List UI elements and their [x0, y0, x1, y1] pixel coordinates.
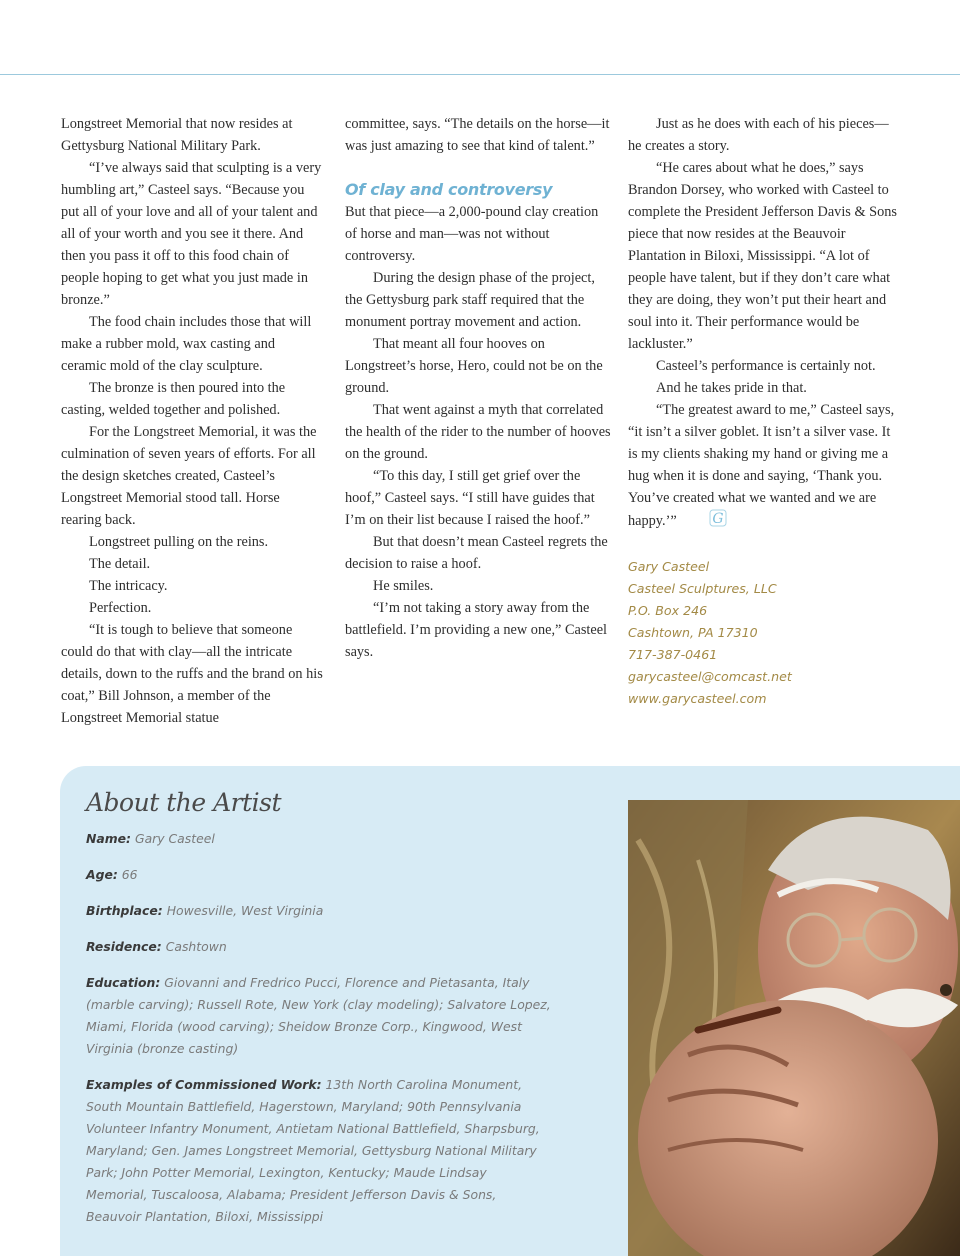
fact-value: 66	[121, 867, 138, 882]
paragraph: But that doesn’t mean Casteel regrets the decision to raise a hoof.	[345, 534, 608, 572]
paragraph: “To this day, I still get grief over the hoof,” Casteel says. “I still have guides that I’m on their list because I raised the hoof.”	[345, 468, 595, 528]
fact-label: Age:	[86, 867, 118, 882]
paragraph: During the design phase of the project, the Gettysburg park staff required that the monument portray movement and action.	[345, 270, 595, 330]
contact-website[interactable]: www.garycasteel.com	[628, 691, 767, 706]
contact-email[interactable]: garycasteel@comcast.net	[628, 669, 792, 684]
article-column-1	[61, 113, 323, 729]
paragraph: That meant all four hooves on Longstreet’s horse, Hero, could not be on the ground.	[345, 336, 603, 396]
paragraph: Perfection.	[89, 600, 152, 616]
paragraph: Just as he does with each of his pieces—he creates a story.	[628, 116, 889, 154]
paragraph: And he takes pride in that.	[656, 380, 807, 396]
paragraph: “He cares about what he does,” says Brandon Dorsey, who worked with Casteel to complete the President Jefferson Davis & Sons piece that now resides at the Beauvoir Plantation in Biloxi, Mississippi. “A lot of people have talent, but if they don’t care what they are doing, they won’t put their heart and soul into it. Their performance would be lackluster.”	[628, 160, 897, 352]
fact-name	[86, 828, 552, 850]
paragraph: “I’ve always said that sculpting is a very humbling art,” Casteel says. “Because you put all of your love and all of your talent and all of your worth and you see it there. And then you pass it off to this food chain of people hoping to get what you just made in bronze.”	[61, 160, 322, 308]
section-subhead: Of clay and controversy	[345, 180, 553, 199]
contact-po-box: P.O. Box 246	[628, 603, 708, 618]
end-mark-icon	[681, 509, 727, 534]
paragraph	[628, 399, 900, 534]
contact-city: Cashtown, PA 17310	[628, 625, 758, 640]
artist-facts	[86, 828, 552, 1242]
contact-block	[628, 556, 900, 710]
fact-value: Gary Casteel	[134, 831, 215, 846]
paragraph: “It is tough to believe that someone could do that with clay—all the intricate details, down to the ruffs and the brand on his coat,” Bill Johnson, a member of the Longstreet Memorial statue	[61, 622, 323, 726]
artist-photo	[628, 800, 960, 1256]
end-mark-letter: G	[712, 511, 724, 527]
fact-birthplace	[86, 900, 552, 922]
fact-label: Name:	[86, 831, 132, 846]
fact-value: Giovanni and Fredrico Pucci, Florence and Pietasanta, Italy (marble carving); Russell Rote, New York (clay modeling); Salvatore Lopez, Miami, Florida (wood carving); Sheidow Bronze Corp., Kingwood, West Virginia (bronze casting)	[86, 975, 551, 1056]
paragraph: Longstreet pulling on the reins.	[89, 534, 269, 550]
paragraph: committee, says. “The details on the horse—it was just amazing to see that kind of talent.”	[345, 116, 610, 154]
fact-value: 13th North Carolina Monument, South Mountain Battlefield, Hagerstown, Maryland; 90th Pennsylvania Volunteer Infantry Monument, Antietam National Battlefield, Sharpsburg, Maryland; Gen. James Longstreet Memorial, Gettysburg National Military Park; John Potter Memorial, Lexington, Kentucky; Maude Lindsay Memorial, Tuscaloosa, Alabama; President Jefferson Davis & Sons, Beauvoir Plantation, Biloxi, Mississippi	[86, 1077, 540, 1224]
fact-value: Howesville, West Virginia	[166, 903, 324, 918]
paragraph: “I’m not taking a story away from the battlefield. I’m providing a new one,” Casteel says.	[345, 600, 608, 660]
paragraph: That went against a myth that correlated the health of the rider to the number of hooves on the ground.	[345, 402, 611, 462]
fact-residence	[86, 936, 552, 958]
paragraph: The bronze is then poured into the casting, welded together and polished.	[61, 380, 286, 418]
fact-label: Birthplace:	[86, 903, 163, 918]
artist-portrait-illustration	[628, 800, 960, 1256]
paragraph: But that piece—a 2,000-pound clay creation of horse and man—was not without controversy.	[345, 204, 599, 264]
contact-name: Gary Casteel	[628, 559, 710, 574]
paragraph: He smiles.	[373, 578, 434, 594]
fact-education	[86, 972, 552, 1060]
contact-company: Casteel Sculptures, LLC	[628, 581, 777, 596]
paragraph: Casteel’s performance is certainly not.	[656, 358, 876, 374]
paragraph: For the Longstreet Memorial, it was the culmination of seven years of efforts. For all the design sketches created, Casteel’s Longstreet Memorial stood tall. Horse rearing back.	[61, 424, 317, 528]
contact-phone: 717-387-0461	[628, 647, 718, 662]
paragraph: Longstreet Memorial that now resides at Gettysburg National Military Park.	[61, 116, 293, 154]
about-title: About the Artist	[86, 788, 282, 817]
fact-value: Cashtown	[165, 939, 227, 954]
fact-age	[86, 864, 552, 886]
header-rule	[0, 74, 960, 75]
article-column-2	[345, 113, 613, 663]
paragraph: The intricacy.	[89, 578, 168, 594]
about-the-artist-panel	[60, 766, 960, 1256]
article-column-3	[628, 113, 900, 710]
fact-label: Education:	[86, 975, 161, 990]
closing-quote-text: “The greatest award to me,” Casteel says, “it isn’t a silver goblet. It isn’t a silver vase. It is my clients shaking my hand or giving me a hug when it is done and saying, ‘Thank you. You’ve created what we wanted and we are happy.’”	[628, 402, 895, 529]
fact-label: Residence:	[86, 939, 162, 954]
fact-label: Examples of Commissioned Work:	[86, 1077, 322, 1092]
fact-commissioned-work	[86, 1074, 552, 1228]
paragraph: The detail.	[89, 556, 151, 572]
paragraph: The food chain includes those that will make a rubber mold, wax casting and ceramic mold of the clay sculpture.	[61, 314, 312, 374]
